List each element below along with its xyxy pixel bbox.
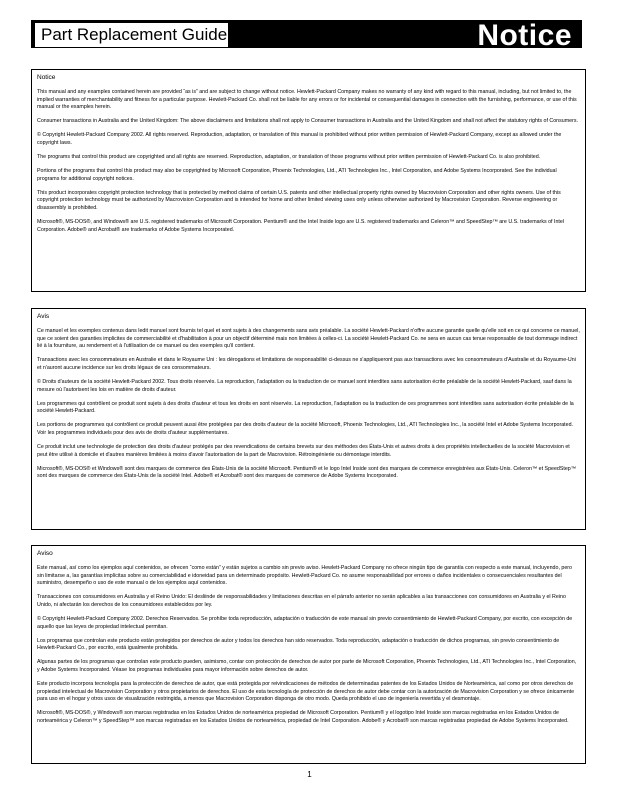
notice-english-box <box>31 69 586 292</box>
paragraph: Microsoft®, MS-DOS®, y Windows® son marcas registradas en los Estados Unidos de norteamérica propiedad de Microsoft Corporation. Pentium® y el logotipo Intel Inside son marcas registradas en los Estados Unidos de norteamérica y Celeron™ y SpeedStep™ son marcas registradas en los Estados Unidos de norteamérica, propiedad de Intel Corporation. Adobe® y Acrobat® son marcas registradas propiedad de Adobe Systems Incorporated. <box>37 710 569 724</box>
paragraph: Los programas que controlan este producto están protegidos por derechos de autor y todos los derechos han sido reservados. Toda reproducción, adaptación o traducción de dichos programas, sin previo consentimiento de Hewlett-Packard Co., por escrito, está igualmente prohibida. <box>37 637 560 652</box>
paragraph: Les programmes qui contrôlent ce produit sont sujets à des droits d'auteur et tous les droits en sont réservés. La reproduction, l'adaptation ou la traduction de ces programmes sont interdites sans autorisation écrite préalable de la société Hewlett-Packard. <box>37 400 574 415</box>
paragraph: This manual and any examples contained herein are provided “as is” and are subject to change without notice. Hewlett-Packard Company makes no warranty of any kind with regard to this manual, including, but not limited to, the implied warranties of merchantability and fitness for a particular purpose. Hewlett-Packard Co. shall not be liable for any errors or for incidental or consequential damages in connection with the furnishing, performance, or use of this manual or the examples herein. <box>37 89 577 111</box>
paragraph: Este producto incorpora tecnología para la protección de derechos de autor, que está protegida por reivindicaciones de métodos de determinadas patentes de los Estados Unidos de Norteamérica, así como por otros derechos de propiedad intelectual de Macrovision Corporation y otros propietarios de derechos. El uso de esta tecnología de protección de derechos de autor debe contar con la autorización de Macrovision Corporation y se ofrece únicamente para uso en el hogar y otros usos de visualización restringida, a menos que Macrovision Corporation disponga de otro modo. Queda prohibido el uso de ingeniería revertida y el desmontaje. <box>37 681 575 703</box>
header-bar <box>31 19 582 52</box>
page-number: 1 <box>307 770 312 779</box>
paragraph: Microsoft®, MS-DOS®, and Windows® are U.S. registered trademarks of Microsoft Corporation. Pentium® and the Intel Inside logo are U.S. registered trademarks and Celeron™ and SpeedStep™ are U.S. trademarks of Intel Corporation. Adobe® and Acrobat® are trademarks of Adobe Systems Incorporated. <box>37 219 564 233</box>
paragraph: Este manual, así como los ejemplos aquí contenidos, se ofrecen “como están” y están sujetos a cambio sin previo aviso. Hewlett-Packard Company no ofrece ningún tipo de garantía con respecto a este manual, incluyendo, pero sin limitarse a, las garantías implícitas sobre su comerciabilidad e idoneidad para un determinado propósito. Hewlett-Packard Co. no asume responsabilidad por errores o daños incidentales o consecuenciales resultantes del suministro, desempeño o uso de este manual o de los ejemplos aquí contenidos. <box>37 565 572 587</box>
paragraph: Ce produit inclut une technologie de protection des droits d'auteur protégés par des revendications de certains brevets sur des méthodes des États-Unis et autres droits à des propriétés intellectuelles de la société Macrovision et peut être utilisé à domicile et d'autres manières limitées à moins d'avoir l'autorisation de la part de Macrovision. Rétroingénierie ou démontage interdits. <box>37 444 570 458</box>
paragraph: Transacciones con consumidores en Australia y el Reino Unido: El desliinde de responsabilidades y limitaciones descritas en el párrafo anterior no serán aplicables a las transacciones con consumidores en Australia y el Reino Unido, ni afectarán los derechos de los consumidores establecidos por ley. <box>37 594 566 608</box>
paragraph: Portions of the programs that control this product may also be copyrighted by Microsoft Corporation, Phoenix Technologies, Ltd., ATI Technologies Inc., Intel Corporation, and Adobe Systems Incorporated. See the individual programs for additional copyright notices. <box>37 168 557 182</box>
paragraph: Microsoft®, MS-DOS® et Windows® sont des marques de commerce des États-Unis de la société Microsoft. Pentium® et le logo Intel Inside sont des marques de commerce enregistrées aux États-Unis. Celeron™ et SpeedStep™ sont des marques de commerce des États-Unis de la société Intel. Adobe® et Acrobat® sont des marques de commerce de Adobe Systems Incorporated. <box>37 465 577 480</box>
paragraph: The programs that control this product are copyrighted and all rights are reserved. Reproduction, adaptation, or translation of those programs without prior written permission of Hewlett-Packard Co. is also prohibited. <box>37 154 541 161</box>
page-header <box>31 16 582 52</box>
paragraph: Consumer transactions in Australia and the United Kingdom: The above disclaimers and limitations shall not apply to Consumer transactions in Australia and the United Kingdom and shall not affect the statutory rights of Consumers. <box>37 118 578 125</box>
paragraph: Les portions de programmes qui contrôlent ce produit peuvent aussi être protégées par des droits d'auteur de la société Microsoft, Phoenix Technologies, Ltd., ATI Technologies Inc., la société Intel et Adobe Systems Incorporated. Voir les programmes individuels pour des avis de droits d'auteur supplémentaires. <box>37 422 574 436</box>
paragraph: © Droits d'auteurs de la société Hewlett-Packard 2002. Tous droits réservés. La reproduction, l'adaptation ou la traduction de ce manuel sont interdites sans autorisation écrite préalable de la société Hewlett-Packard, sauf dans la mesure où l'autorisent les lois en matière de droits d'auteur. <box>37 378 572 393</box>
paragraph: © Copyright Hewlett-Packard Company 2002. Derechos Reservados. Se prohíbe toda reproducción, adaptación o traducción de este manual sin previo consentimiento de Hewlett-Packard Company, por escrito, con excepción de aquello que las leyes de propiedad intelectual permitan. <box>37 615 573 630</box>
notice-french-box <box>31 308 586 530</box>
paragraph: Transactions avec les consommateurs en Australie et dans le Royaume Uni : les dérogations et limitations de responsabilité ci-dessus ne s'appliqueront pas aux transactions avec les consommateurs d'Australie et du Royaume-Uni et n'auront aucune incidence sur les droits légaux de ces consommateurs. <box>37 357 576 371</box>
notice-spanish-box <box>31 545 586 764</box>
paragraph: This product incorporates copyright protection technology that is protected by method claims of certain U.S. patents and other intellectual property rights owned by Macrovision Corporation and other rights owners. Use of this copyright protection technology must be authorized by Macrovision Corporation and is intended for home and other limited viewing uses only unless otherwise authorized by Macrovision Corporation. Reverse engineering or disassembly is prohibited. <box>37 189 561 212</box>
paragraph: Algunas partes de los programas que controlan este producto pueden, asimismo, contar con protección de derechos de autor por parte de Microsoft Corporation, Phoenix Technologies, Ltd., ATI Technologies Inc., Intel Corporation, y Adobe Systems Incorporated. Véase los programas individuales para mayor información sobre derechos de autor. <box>37 659 577 673</box>
guide-title: Part Replacement Guide <box>34 22 229 48</box>
paragraph: © Copyright Hewlett-Packard Company 2002. All rights reserved. Reproduction, adaptation, or translation of this manual is prohibited without prior written permission of Hewlett-Packard Company, except as allowed under the copyright laws. <box>37 132 562 146</box>
box-title: Aviso <box>37 550 53 557</box>
box-title: Avis <box>37 313 50 320</box>
paragraph: Ce manuel et les exemples contenus dans ledit manuel sont fournis tel quel et sont sujets à des changements sans avis préalable. La société Hewlett-Packard n'offre aucune garantie quelle qu'elle soit en ce qui concerne ce manuel, que ce soient des garanties implicites de commerciabilité et d'habilitation à pour un objectif déterminé mais non limitées à celles-ci. La société Hewlett-Packard Co. ne sera en aucun cas tenue responsable de tout dommage indirect lié à la fourniture, au rendement et à l'utilisation de ce manuel ou des exemples qu'il contient. <box>37 328 580 350</box>
box-title: Notice <box>37 74 56 81</box>
section-heading: Notice <box>477 19 572 52</box>
